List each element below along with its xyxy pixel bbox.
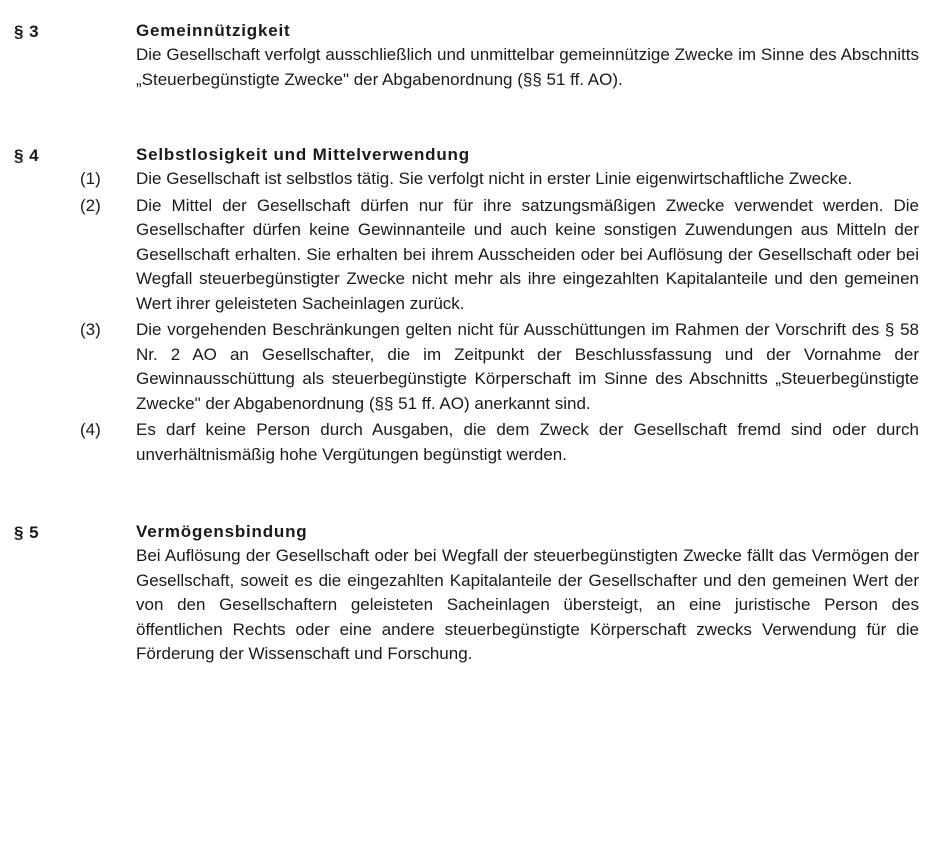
clause-list	[80, 167, 919, 467]
section-5	[14, 519, 919, 667]
clause-number: (4)	[80, 420, 101, 439]
section-number: § 5	[14, 523, 40, 542]
section-title: Selbstlosigkeit und Mittelverwendung	[136, 145, 470, 164]
clause-item	[80, 418, 919, 467]
clause-item	[80, 318, 919, 416]
clause-number: (3)	[80, 320, 101, 339]
section-title: Vermögensbindung	[136, 522, 308, 541]
section-paragraph: Bei Auflösung der Gesellschaft oder bei Wegfall der steuerbegünstigten Zwecke fällt das Vermögen der Gesellschaft, soweit es die eingezahlten Kapitalanteile der Gesellschafter und den gemeinen Wert der von den Gesellschaftern geleisteten Sacheinlagen übersteigt, an eine juristische Person des öffentlichen Rechts oder eine andere steuerbegünstigte Körperschaft zwecks Verwendung für die Förderung der Wissenschaft und Forschung.	[136, 546, 919, 663]
clause-text: Es darf keine Person durch Ausgaben, die dem Zweck der Gesellschaft fremd sind oder durch unverhältnismäßig hohe Vergütungen begünstigt werden.	[136, 420, 919, 464]
section-3	[14, 18, 919, 92]
clause-number: (1)	[80, 169, 101, 188]
clause-text: Die vorgehenden Beschränkungen gelten nicht für Ausschüttungen im Rahmen der Vorschrift des § 58 Nr. 2 AO an Gesellschafter, die im Zeitpunkt der Beschlussfassung und der Vornahme der Gewinnausschüttung als steuerbegünstigte Körperschaft im Sinne des Abschnitts „Steuerbegünstigte Zwecke" der Abgabenordnung (§§ 51 ff. AO) anerkannt sind.	[136, 320, 919, 413]
section-title: Gemeinnützigkeit	[136, 21, 291, 40]
section-number: § 4	[14, 146, 40, 165]
section-4	[14, 142, 919, 467]
clause-number: (2)	[80, 195, 101, 215]
clause-text: Die Gesellschaft ist selbstlos tätig. Sie verfolgt nicht in erster Linie eigenwirtschaftliche Zwecke.	[136, 169, 853, 188]
clause-item	[80, 167, 919, 192]
clause-text: Die Mittel der Gesellschaft dürfen nur für ihre satzungsmäßigen Zwecke verwendet werden. Die Gesellschafter dürfen keine Gewinnanteile und auch keine sonstigen Zuwendungen aus Mitteln der Gesellschaft erhalten. Sie erhalten bei ihrem Ausscheiden oder bei Auflösung der Gesellschaft oder bei Wegfall steuerbegünstigter Zwecke nicht mehr als ihre eingezahlten Kapitalanteile und den gemeinen Wert ihrer geleisteten Sacheinlagen zurück.	[136, 195, 919, 313]
clause-item	[80, 194, 919, 317]
section-paragraph: Die Gesellschaft verfolgt ausschließlich und unmittelbar gemeinnützige Zwecke im Sinne des Abschnitts „Steuerbegünstigte Zwecke" der Abgabenordnung (§§ 51 ff. AO).	[136, 45, 919, 89]
section-number: § 3	[14, 22, 40, 41]
